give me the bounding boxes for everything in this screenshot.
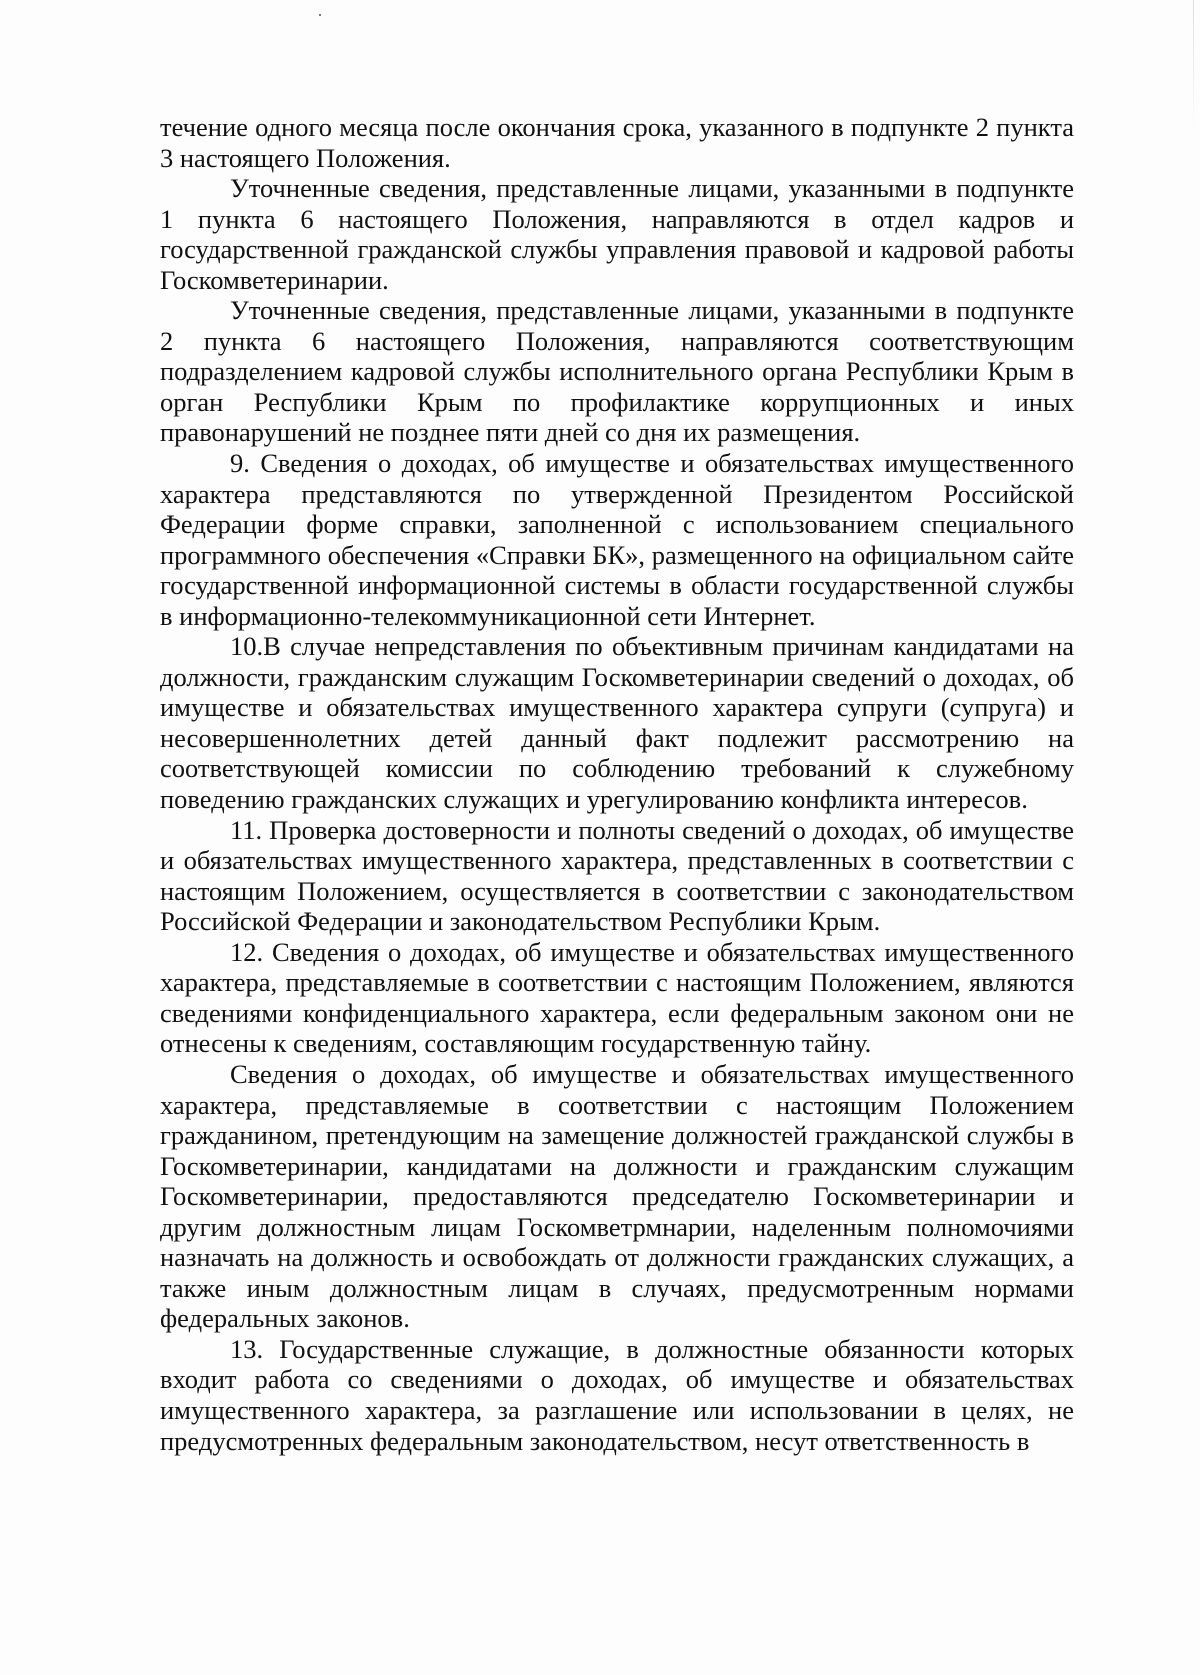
paragraph-item-11: 11. Проверка достоверности и полноты сведений о доходах, об имуществе и обязательствах имущественного характера, представленных в соответствии с настоящим Положением, осуществляется в соответствии с законодательством Российской Федерации и законодательством Республики Крым. xyxy=(160,814,1074,937)
paragraph-clarified-info-2: Уточненные сведения, представленные лицами, указанными в подпункте 2 пункта 6 настоящего Положения, направляются соответствующим подразделением кадровой службы исполнительного органа Республики Крым в орган Республики Крым по профилактике коррупционных и иных правонарушений не позднее пяти дней со дня их размещения. xyxy=(160,295,1074,448)
paragraph-continuation: течение одного месяца после окончания срока, указанного в подпункте 2 пункта 3 настоящего Положения. xyxy=(160,112,1074,173)
paragraph-item-10: 10.В случае непредставления по объективным причинам кандидатами на должности, гражданским служащим Госкомветеринарии сведений о доходах, об имуществе и обязательствах имущественного характера супруги (супруга) и несовершеннолетних детей данный факт подлежит рассмотрению на соответствующей комиссии по соблюдению требований к служебному поведению гражданских служащих и урегулированию конфликта интересов. xyxy=(160,631,1074,815)
paragraph-item-13: 13. Государственные служащие, в должностные обязанности которых входит работа со сведениями о доходах, об имуществе и обязательствах имущественного характера, за разглашение или использовании в целях, не предусмотренных федеральным законодательством, несут ответственность в xyxy=(160,1333,1074,1456)
document-body xyxy=(160,112,1074,1456)
paragraph-item-12: 12. Сведения о доходах, об имуществе и обязательствах имущественного характера, представляемые в соответствии с настоящим Положением, являются сведениями конфиденциального характера, если федеральным законом они не отнесены к сведениям, составляющим государственную тайну. xyxy=(160,936,1074,1059)
scan-edge-shadow xyxy=(1193,0,1194,140)
paragraph-item-9: 9. Сведения о доходах, об имуществе и обязательствах имущественного характера представляются по утвержденной Президентом Российской Федерации форме справки, заполненной с использованием специального программного обеспечения «Справки БК», размещенного на официальном сайте государственной информационной системы в области государственной службы в информационно-телекоммуникационной сети Интернет. xyxy=(160,448,1074,631)
paragraph-item-12-cont: Сведения о доходах, об имуществе и обязательствах имущественного характера, представляемые в соответствии с настоящим Положением гражданином, претендующим на замещение должностей гражданской службы в Госкомветеринарии, кандидатами на должности и гражданским служащим Госкомветеринарии, предоставляются председателю Госкомветеринарии и другим должностным лицам Госкомветрмнарии, наделенным полномочиями назначать на должность и освобождать от должности гражданских служащих, а также иным должностным лицам в случаях, предусмотренным нормами федеральных законов. xyxy=(160,1058,1074,1334)
paragraph-clarified-info-1: Уточненные сведения, представленные лицами, указанными в подпункте 1 пункта 6 настоящего Положения, направляются в отдел кадров и государственной гражданской службы управления правовой и кадровой работы Госкомветеринарии. xyxy=(160,173,1074,295)
scan-speck xyxy=(319,14,321,16)
